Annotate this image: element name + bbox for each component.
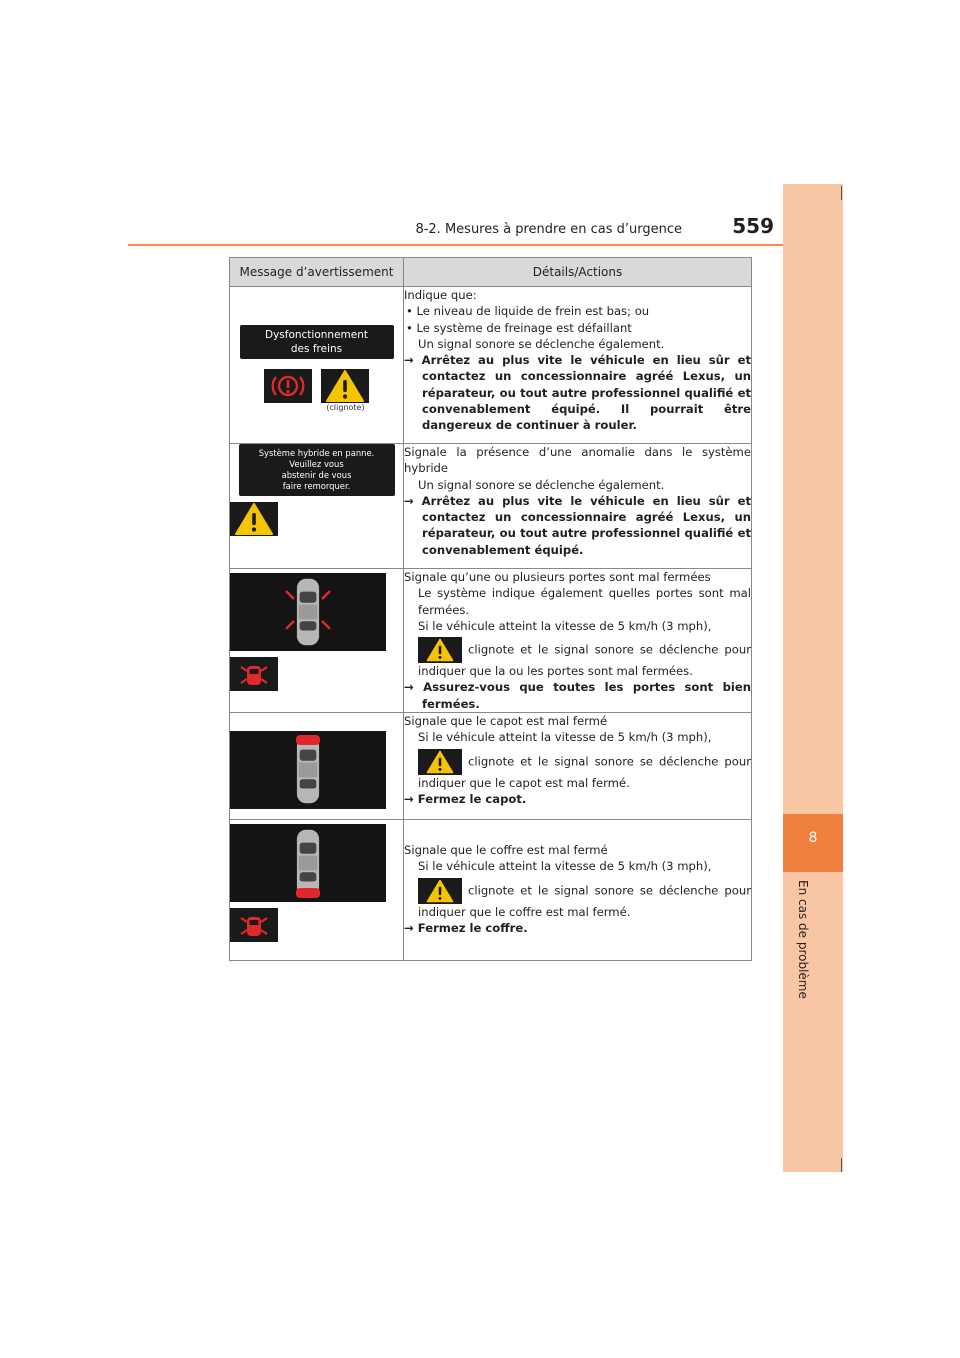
- master-warning-icon: [321, 369, 369, 403]
- crop-mark-bottom: [841, 1158, 842, 1172]
- table-row: Signale que le capot est mal fermé Si le véhicule atteint la vitesse de 5 km/h (3 mph), clignote et le signal sonore se déclenche pour indiquer que le capot est mal fermé. → Fermez le capot.: [230, 713, 752, 820]
- master-warning-icon: [418, 878, 462, 904]
- col-header-message: Message d’avertissement: [230, 258, 404, 287]
- chapter-tab: [783, 184, 843, 1172]
- page-number: 559: [732, 214, 774, 238]
- brake-warning-icon: [264, 369, 312, 403]
- crop-mark-top: [841, 186, 842, 200]
- table-row: Dysfonctionnement des freins (clignote) Indique que: • Le niveau de liquide de frein est bas; ou • Le système de freinage est défaillant Un signal sonore se déclenche également. → Arrêtez au plus vite le véhicule en lieu sûr et contactez un concessionnaire agréé Lexus, un réparateur, ou tout autre professionnel qualifié et convenablement équipé. Il pourrait être dangereux de continuer à rouler.: [230, 287, 752, 444]
- master-warning-icon: [418, 637, 462, 663]
- door-open-display: [230, 573, 386, 651]
- header-rule: [128, 244, 842, 246]
- table-row: Signale qu’une ou plusieurs portes sont mal fermées Le système indique également quelles portes sont mal fermées. Si le véhicule atteint la vitesse de 5 km/h (3 mph), clignote et le signal sonore se déclenche pour indiquer que la ou les portes sont mal fermées. → Assurez-vous que toutes les portes sont bien fermées.: [230, 569, 752, 713]
- master-warning-icon: [230, 502, 278, 536]
- blink-caption: (clignote): [326, 403, 365, 412]
- table-row: Système hybride en panne. Veuillez vous abstenir de vous faire remorquer. Signale la présence d’une anomalie dans le système hybride Un signal sonore se déclenche également. → Arrêtez au plus vite le véhicule en lieu sûr et contactez un concessionnaire agréé Lexus, un réparateur, ou tout autre professionnel qualifié et convenablement équipé.: [230, 444, 752, 569]
- hood-open-display: [230, 731, 386, 809]
- chapter-number: 8: [808, 830, 818, 846]
- chapter-label: En cas de problème: [796, 880, 810, 999]
- master-warning-icon: [418, 749, 462, 775]
- message-hybrid-fault: Système hybride en panne. Veuillez vous abstenir de vous faire remorquer.: [239, 444, 395, 496]
- section-title: 8-2. Mesures à prendre en cas d’urgence: [415, 222, 682, 237]
- col-header-details: Détails/Actions: [404, 258, 752, 287]
- warning-table: [229, 257, 752, 961]
- door-warning-icon: [230, 908, 278, 942]
- message-brake-malfunction: Dysfonctionnement des freins: [240, 325, 394, 359]
- door-warning-icon: [230, 657, 278, 691]
- table-row: Signale que le coffre est mal fermé Si le véhicule atteint la vitesse de 5 km/h (3 mph), clignote et le signal sonore se déclenche pour indiquer que le coffre est mal fermé. → Fermez le coffre.: [230, 820, 752, 961]
- trunk-open-display: [230, 824, 386, 902]
